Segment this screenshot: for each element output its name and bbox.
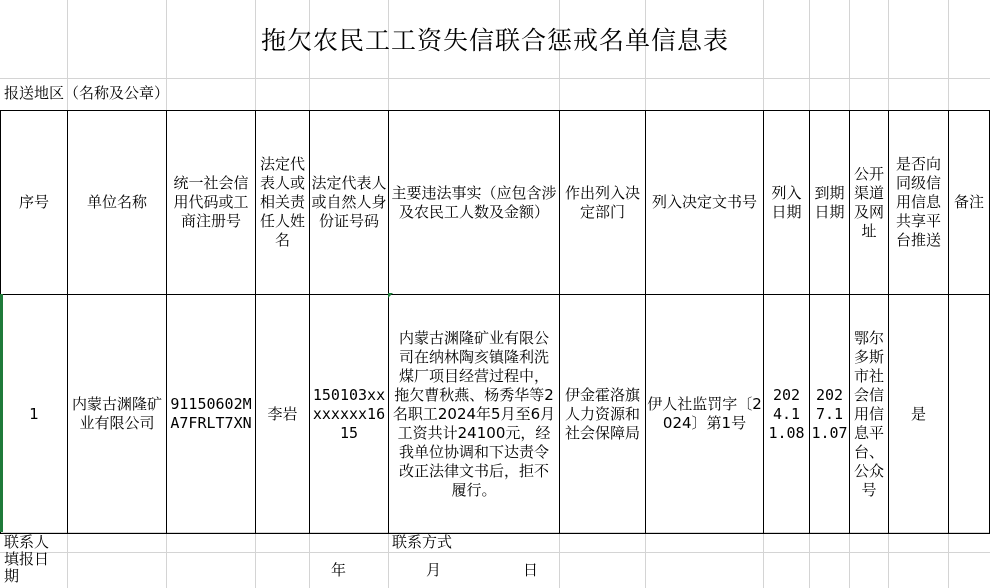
header-remark[interactable]: 备注 [949,111,990,295]
header-row [1,111,990,295]
cell-remark[interactable] [949,295,990,534]
header-credit-code[interactable]: 统一社会信用代码或工商注册号 [167,111,256,295]
date-year-label: 年 [331,561,347,579]
selection-indicator [0,294,3,532]
header-expiry-date[interactable]: 到期日期 [810,111,850,295]
header-shared[interactable]: 是否向同级信用信息共享平台推送 [889,111,949,295]
cell-shared[interactable]: 是 [889,295,949,534]
header-decision-doc[interactable]: 列入决定文书号 [646,111,764,295]
date-day-label: 日 [523,561,539,579]
blacklist-table [0,110,990,534]
header-violation[interactable]: 主要违法事实（应包含涉及农民工人数及金额） [389,111,560,295]
header-id-number[interactable]: 法定代表人或自然人身份证号码 [310,111,389,295]
contact-method-label: 联系方式 [392,533,453,551]
table-row [1,295,990,534]
cell-decision-doc[interactable]: 伊人社监罚字〔2024〕第1号 [646,295,764,534]
cell-seq[interactable]: 1 [1,295,68,534]
header-seq[interactable]: 序号 [1,111,68,295]
page-title: 拖欠农民工工资失信联合惩戒名单信息表 [260,26,729,55]
gridline [0,552,990,553]
comment-indicator [388,293,393,298]
cell-violation[interactable]: 内蒙古渊隆矿业有限公司在纳林陶亥镇隆利洗煤厂项目经营过程中，拖欠曹秋燕、杨秀华等2名职工2024年5月至6月工资共计24100元，经我单位协调和下达责令改正法律文书后，拒不履行。 [389,295,560,534]
cell-department[interactable]: 伊金霍洛旗人力资源和社会保障局 [560,295,646,534]
header-channel[interactable]: 公开渠道及网址 [850,111,889,295]
cell-expiry-date[interactable]: 2027.11.07 [810,295,850,534]
header-company[interactable]: 单位名称 [68,111,167,295]
cell-legal-rep[interactable]: 李岩 [256,295,310,534]
header-department[interactable]: 作出列入决定部门 [560,111,646,295]
header-list-date[interactable]: 列入日期 [764,111,810,295]
cell-id-number[interactable]: 150103xxxxxxxx1615 [310,295,389,534]
date-month-label: 月 [426,561,442,579]
cell-credit-code[interactable]: 91150602MA7FRLT7XN [167,295,256,534]
contact-label: 联系人 [4,533,50,551]
region-label: 报送地区（名称及公章） [4,84,170,102]
cell-channel[interactable]: 鄂尔多斯市社会信用信息平台、公众号 [850,295,889,534]
cell-company[interactable]: 内蒙古渊隆矿业有限公司 [68,295,167,534]
cell-list-date[interactable]: 2024.11.08 [764,295,810,534]
header-legal-rep[interactable]: 法定代表人或相关责任人姓名 [256,111,310,295]
gridline [0,78,990,79]
fill-date-label: 填报日期 [4,550,50,585]
